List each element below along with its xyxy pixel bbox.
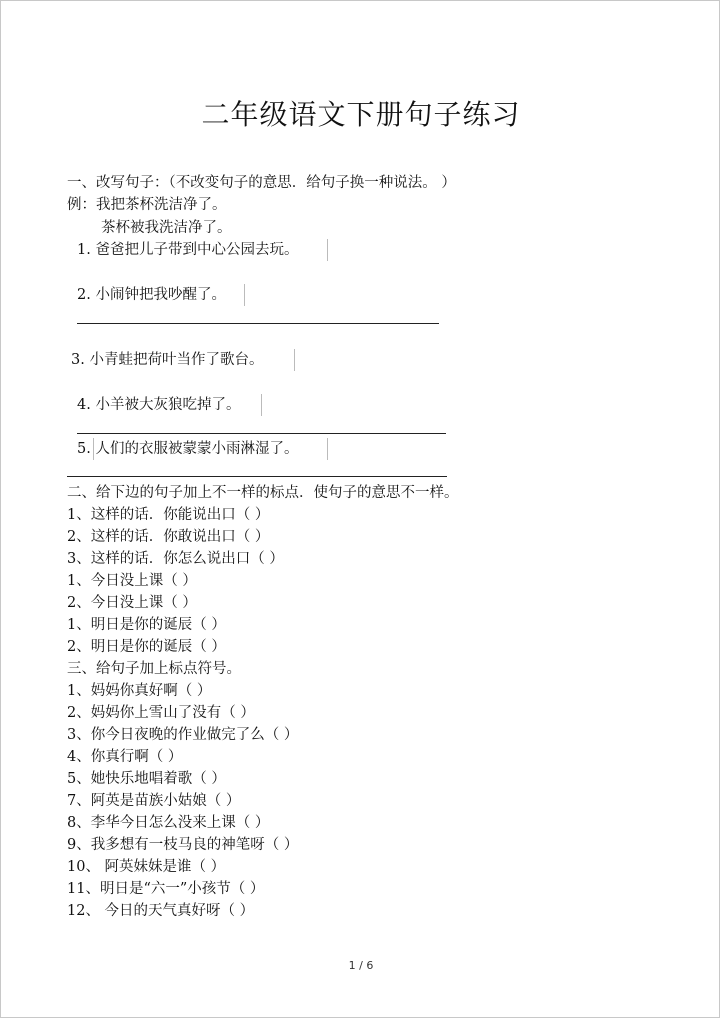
mark-item: 1、妈妈你真好啊（ ） (67, 683, 212, 699)
rewrite-item-2: 2. 小闹钟把我吵醒了。 (77, 287, 226, 303)
mark-item: 8、李华今日怎么没来上课（ ） (67, 815, 270, 831)
answer-line (77, 323, 439, 324)
example-answer: 茶杯被我洗洁净了。 (101, 220, 232, 236)
example-sentence: 例：我把茶杯洗洁净了。 (67, 197, 227, 213)
punctuation-item: 2、今日没上课（ ） (67, 595, 197, 611)
punctuation-item: 1、明日是你的诞辰（ ） (67, 617, 226, 633)
frame-edge (327, 438, 328, 460)
page-number: 1 / 6 (348, 959, 374, 972)
rewrite-item-3: 3. 小青蛙把荷叶当作了歌台。 (71, 352, 264, 368)
section2-heading: 二、给下边的句子加上不一样的标点．使句子的意思不一样。 (67, 485, 459, 501)
punctuation-item: 2、这样的话．你敢说出口（ ） (67, 529, 270, 545)
answer-line (77, 433, 446, 434)
mark-item: 7、阿英是苗族小姑娘（ ） (67, 793, 241, 809)
frame-edge (93, 438, 94, 460)
mark-item: 5、她快乐地唱着歌（ ） (67, 771, 226, 787)
frame-edge (261, 394, 262, 416)
punctuation-item: 1、这样的话．你能说出口（ ） (67, 507, 270, 523)
answer-line (67, 476, 447, 477)
mark-item: 4、你真行啊（ ） (67, 749, 183, 765)
page-title: 二年级语文下册句子练习 (201, 98, 521, 131)
punctuation-item: 1、今日没上课（ ） (67, 573, 197, 589)
punctuation-item: 3、这样的话．你怎么说出口（ ） (67, 551, 284, 567)
mark-item: 10、 阿英妹妹是谁（ ） (67, 859, 226, 875)
rewrite-item-4: 4. 小羊被大灰狼吃掉了。 (77, 397, 241, 413)
rewrite-item-1: 1. 爸爸把儿子带到中心公园去玩。 (77, 242, 299, 258)
mark-item: 12、 今日的天气真好呀（ ） (67, 903, 255, 919)
mark-item: 2、妈妈你上雪山了没有（ ） (67, 705, 255, 721)
mark-item: 3、你今日夜晚的作业做完了么（ ） (67, 727, 299, 743)
frame-edge (294, 349, 295, 371)
punctuation-item: 2、明日是你的诞辰（ ） (67, 639, 226, 655)
section3-heading: 三、给句子加上标点符号。 (67, 661, 241, 677)
frame-edge (327, 239, 328, 261)
mark-item: 11、明日是“六一”小孩节（ ） (67, 881, 265, 897)
frame-edge (244, 284, 245, 306)
rewrite-item-5: 5. 人们的衣服被蒙蒙小雨淋湿了。 (77, 441, 299, 457)
mark-item: 9、我多想有一枝马良的神笔呀（ ） (67, 837, 299, 853)
section1-heading: 一、改写句子：（不改变句子的意思．给句子换一种说法。 ） (67, 175, 456, 191)
